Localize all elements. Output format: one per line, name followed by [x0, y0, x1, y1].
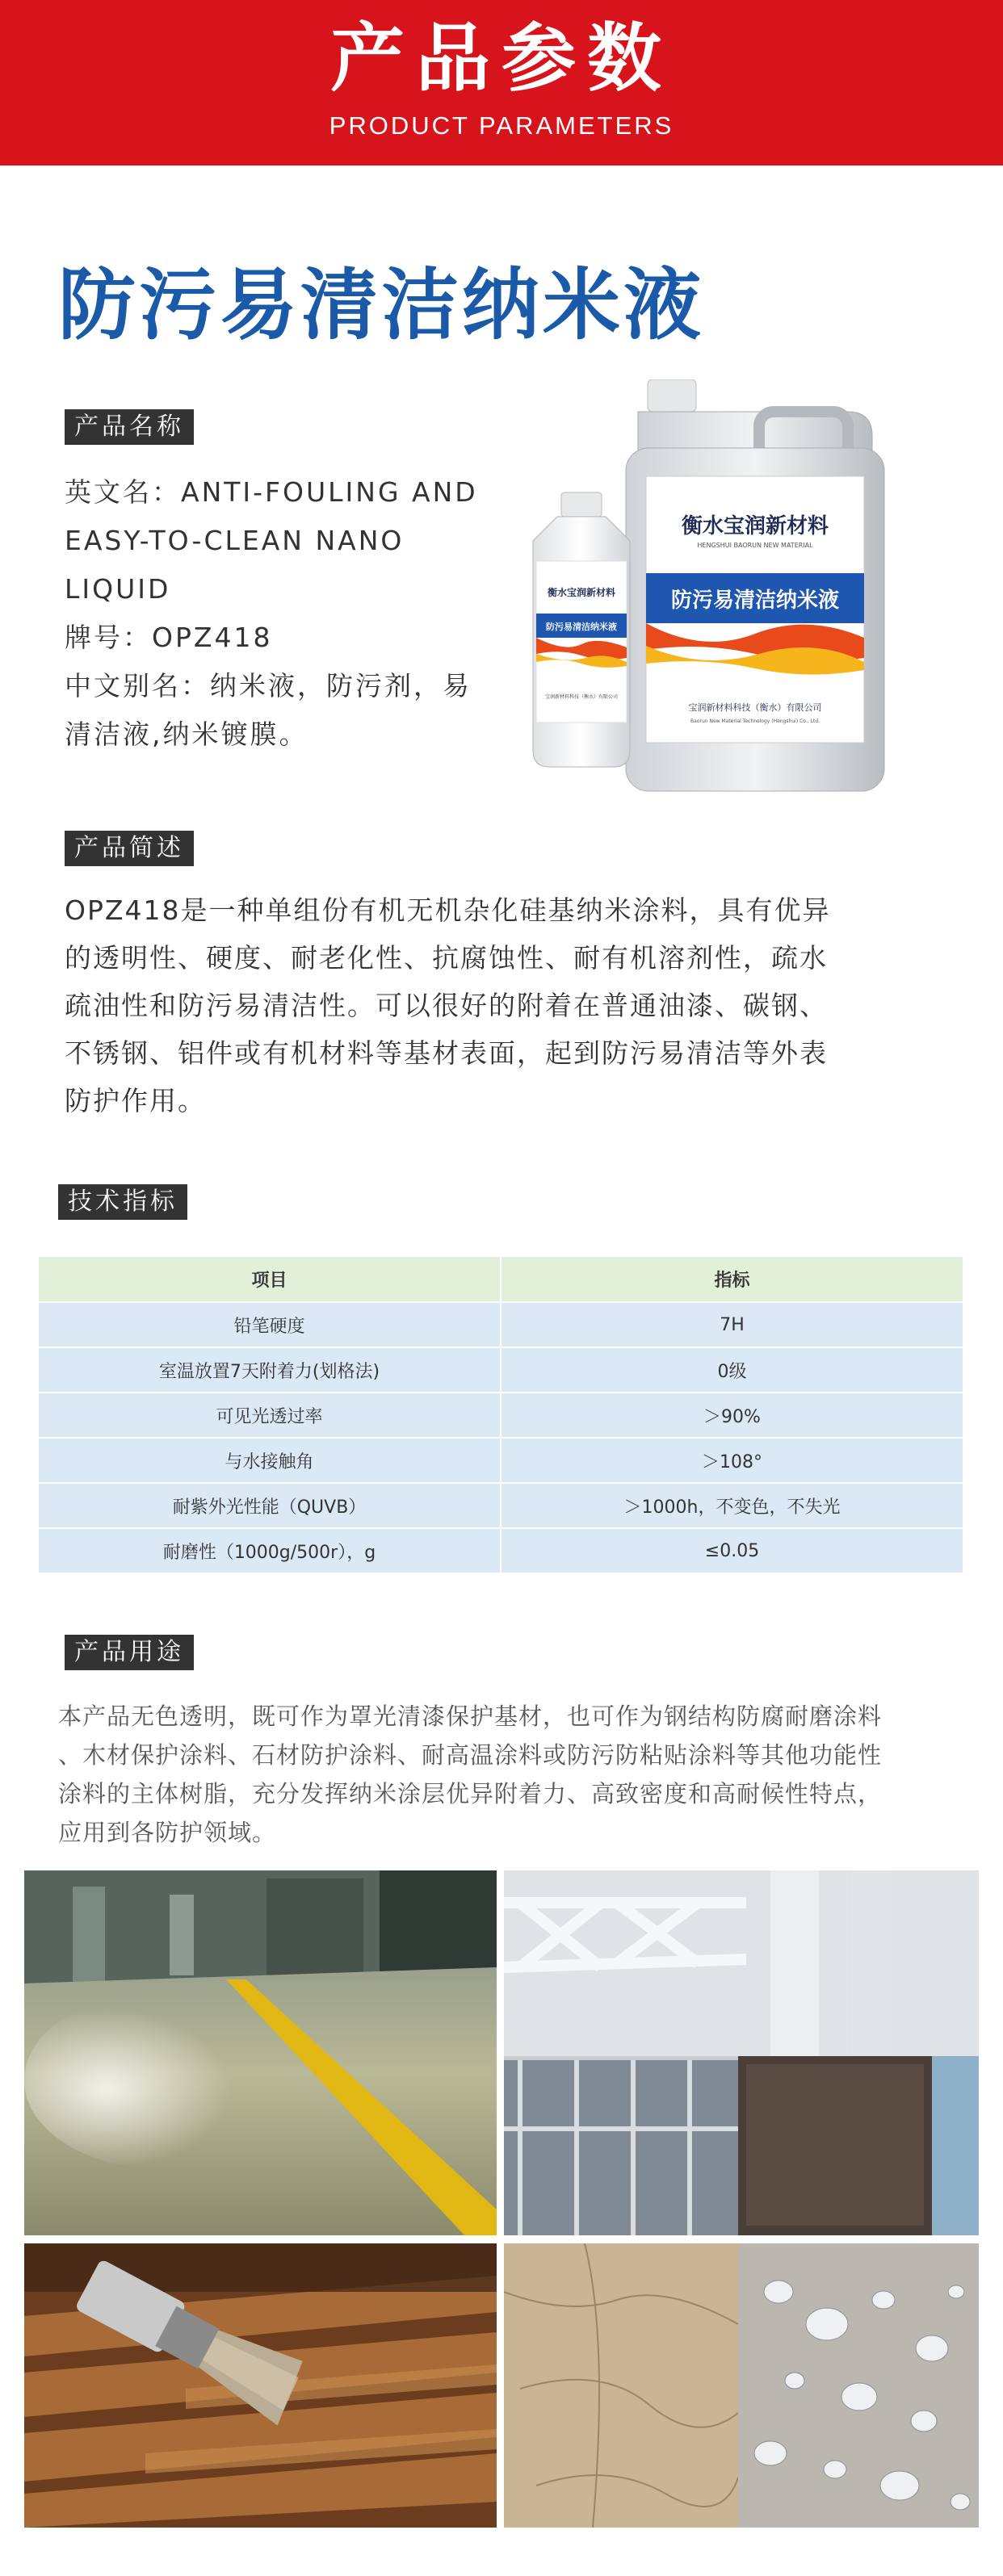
banner-title: 产品参数 — [329, 15, 673, 102]
table-row — [39, 1528, 963, 1573]
spec-value: ＞1000h，不变色，不失光 — [501, 1483, 963, 1528]
brief-line-4: 不锈钢、铝件或有机材料等基材表面，起到防污易清洁等外表 — [65, 1037, 828, 1069]
photo-steel-structure — [504, 1870, 979, 2235]
usage-line-3: 涂料的主体树脂，充分发挥纳米涂层优异附着力、高致密度和高耐候性特点， — [58, 1780, 883, 1807]
spec-item: 室温放置7天附着力(划格法) — [39, 1347, 501, 1393]
jug-brand: 衡水宝润新材料 — [681, 514, 829, 538]
spec-value: ＞90% — [501, 1393, 963, 1438]
jug-company-en: Baorun New Material Technology (Hengshui) Co., Ltd. — [690, 718, 820, 724]
usage-line-2: 、木材保护涂料、石材防护涂料、耐高温涂料或防污防粘贴涂料等其他功能性 — [58, 1741, 883, 1769]
section-label-tech: 技术指标 — [58, 1184, 187, 1220]
brief-line-5: 防护作用。 — [65, 1085, 206, 1116]
name-line-4: 牌号：OPZ418 — [65, 622, 273, 653]
spec-item: 耐磨性（1000g/500r），g — [39, 1528, 501, 1573]
spec-value: ＞108° — [501, 1438, 963, 1483]
banner-subtitle: PRODUCT PARAMETERS — [329, 111, 674, 140]
brief-line-1: OPZ418是一种单组份有机无机杂化硅基纳米涂料，具有优异 — [65, 894, 831, 926]
header-banner — [0, 0, 1003, 165]
spec-header-item: 项目 — [39, 1257, 501, 1302]
usage-text — [58, 1697, 955, 1852]
spec-value: 7H — [501, 1302, 963, 1347]
name-line-2: EASY-TO-CLEAN NANO — [65, 525, 405, 556]
spec-item: 耐紫外光性能（QUVB） — [39, 1483, 501, 1528]
brief-line-3: 疏油性和防污易清洁性。可以很好的附着在普通油漆、碳钢、 — [65, 990, 828, 1021]
spec-item: 可见光透过率 — [39, 1393, 501, 1438]
table-row — [39, 1347, 963, 1393]
jug-brand-en: HENGSHUI BAORUN NEW MATERIAL — [697, 542, 813, 549]
jug-company: 宝润新材料科技（衡水）有限公司 — [688, 702, 822, 713]
name-line-6: 清洁液,纳米镀膜。 — [65, 718, 308, 750]
spec-item: 与水接触角 — [39, 1438, 501, 1483]
product-title: 防污易清洁纳米液 — [58, 259, 704, 350]
section-label-name: 产品名称 — [65, 409, 194, 445]
spec-item: 铅笔硬度 — [39, 1302, 501, 1347]
table-row — [39, 1393, 963, 1438]
spec-header-value: 指标 — [501, 1257, 963, 1302]
product-bottles-image — [517, 379, 921, 799]
table-row — [39, 1483, 963, 1528]
section-label-brief: 产品简述 — [65, 831, 194, 866]
photo-wood-brush — [24, 2243, 497, 2528]
brief-line-2: 的透明性、硬度、耐老化性、抗腐蚀性、耐有机溶剂性，疏水 — [65, 942, 828, 974]
photo-epoxy-floor — [24, 1870, 497, 2235]
section-label-usage: 产品用途 — [65, 1635, 194, 1670]
table-row — [39, 1438, 963, 1483]
usage-line-1: 本产品无色透明，既可作为罩光清漆保护基材，也可作为钢结构防腐耐磨涂料 — [58, 1703, 883, 1730]
table-row — [39, 1302, 963, 1347]
bottle-product-name: 防污易清洁纳米液 — [546, 622, 617, 632]
spec-value: 0级 — [501, 1347, 963, 1393]
name-line-3: LIQUID — [65, 573, 171, 605]
name-line-1: 英文名：ANTI-FOULING AND — [65, 476, 478, 508]
spec-table — [39, 1257, 963, 1574]
bottle-company: 宝润新材料科技（衡水）有限公司 — [544, 694, 619, 700]
photo-stone-droplets — [504, 2243, 979, 2528]
name-line-5: 中文别名：纳米液，防污剂，易 — [65, 670, 472, 702]
spec-value: ≤0.05 — [501, 1528, 963, 1573]
bottle-brand: 衡水宝润新材料 — [547, 587, 616, 598]
spec-header-row — [39, 1257, 963, 1302]
jug-product-name: 防污易清洁纳米液 — [670, 589, 840, 613]
usage-line-4: 应用到各防护领域。 — [58, 1819, 277, 1846]
brief-text — [65, 886, 945, 1125]
